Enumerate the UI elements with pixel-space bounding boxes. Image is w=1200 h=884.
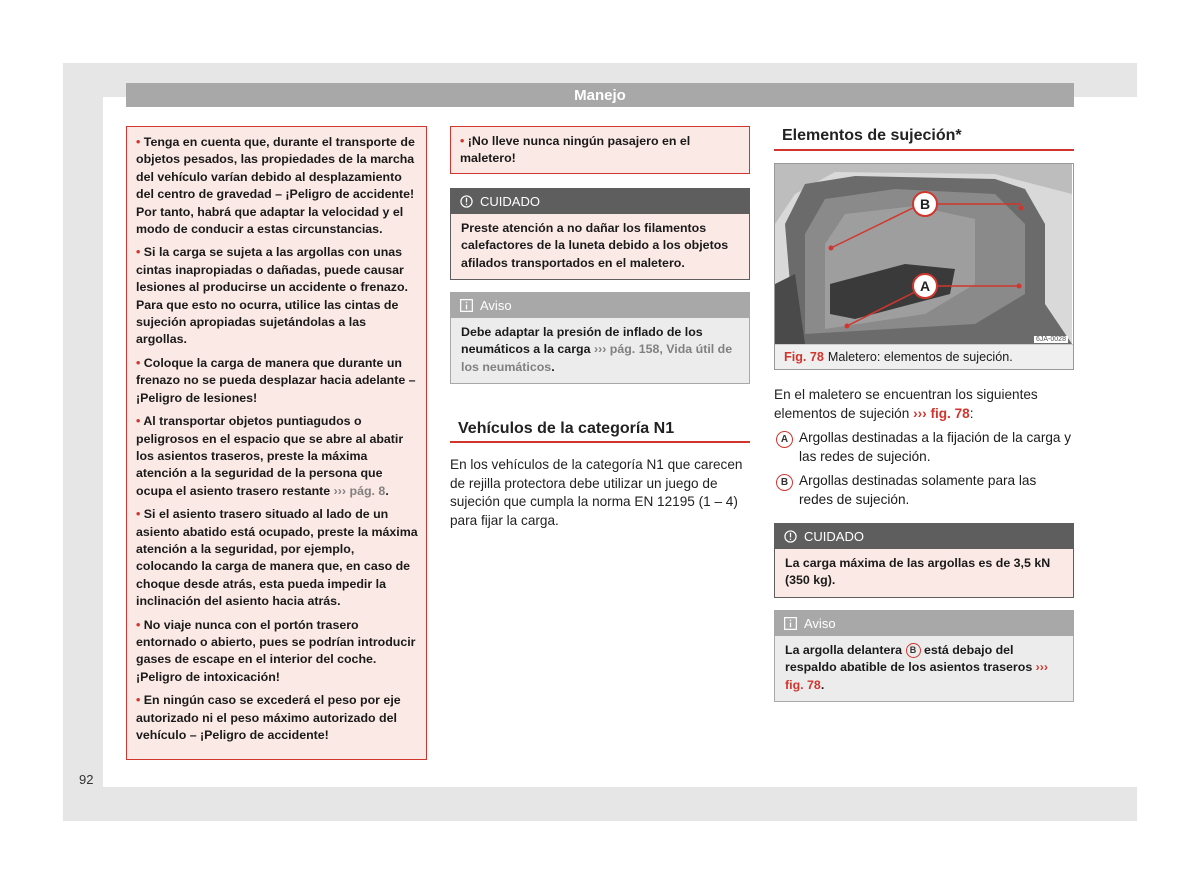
alert-circle-icon	[460, 195, 473, 208]
trunk-figure	[774, 163, 1074, 370]
info-icon	[460, 299, 473, 312]
list-item	[774, 472, 1074, 509]
figure-caption-text: Maletero: elementos de sujeción.	[827, 350, 1013, 364]
intro-paragraph: En el maletero se encuentran los siguientes elementos de sujeción ››› fig. 78:	[774, 387, 1038, 421]
section-divider	[450, 441, 750, 443]
letter-b-marker: B	[776, 474, 793, 491]
list-item-text: Argollas destinadas solamente para las redes de sujeción.	[799, 473, 1037, 507]
letter-a-marker: A	[776, 431, 793, 448]
aviso-text: Debe adaptar la presión de inflado de los neumáticos a la carga ››› pág. 158, Vida útil de los neumáticos.	[450, 318, 750, 384]
section-title-n1: Vehículos de la categoría N1	[458, 420, 675, 437]
section-divider	[774, 149, 1074, 151]
figure-caption	[775, 344, 1073, 369]
list-item-text: Argollas destinadas a la fijación de la carga y las redes de sujeción.	[799, 430, 1072, 464]
figure-reference-link[interactable]: ››› fig. 78	[785, 660, 1049, 692]
warning-item: • En ningún caso se excederá el peso por eje autorizado ni el peso máximo autorizado del vehículo – ¡Peligro de accidente!	[136, 693, 401, 742]
letter-b-marker: B	[906, 643, 921, 658]
left-warning-box	[126, 126, 427, 760]
aviso-box-argolla-delantera	[774, 610, 1074, 702]
section-title-elementos: Elementos de sujeción*	[782, 127, 962, 144]
aviso-text: La argolla delantera B está debajo del respaldo abatible de los asientos traseros ››› fig. 78.	[774, 636, 1074, 702]
page-header: Manejo	[126, 83, 1074, 107]
caution-text: La carga máxima de las argollas es de 3,5 kN (350 kg).	[774, 549, 1074, 598]
warning-item: • Si el asiento trasero situado al lado de un asiento abatido está ocupado, preste la máxima atención a la seguridad, por ejemplo, colocando la carga de manera que, en caso de choque desde atrás, esta pueda impedir la inclinación del asiento hacia atrás.	[136, 507, 418, 609]
figure-reference-link[interactable]: ››› fig. 78	[913, 405, 970, 421]
aviso-box-neumaticos	[450, 292, 750, 384]
aviso-header: Aviso	[774, 610, 1074, 636]
aviso-header: Aviso	[450, 292, 750, 318]
caution-box-argollas	[774, 523, 1074, 598]
passenger-warning-box	[450, 126, 750, 174]
warning-item: • No viaje nunca con el portón trasero entornado o abierto, pues se podrían introducir gases de escape en el interior del coche. ¡Peligro de intoxicación!	[136, 617, 416, 684]
caution-box-luneta	[450, 188, 750, 280]
alert-circle-icon	[784, 530, 797, 543]
callout-b-label: B	[919, 196, 931, 212]
info-icon	[784, 617, 797, 630]
warning-item: • ¡No lleve nunca ningún pasajero en el maletero!	[460, 134, 691, 166]
page-number: 92	[79, 772, 94, 787]
caution-header: CUIDADO	[774, 523, 1074, 549]
n1-paragraph: En los vehículos de la categoría N1 que carecen de rejilla protectora debe utilizar un juego de sujeción que cumpla la norma EN 12195 (1 – 4) para fijar la carga.	[450, 457, 743, 528]
list-item	[774, 429, 1074, 466]
warning-item: • Coloque la carga de manera que durante un frenazo no se pueda desplazar hacia adelante – ¡Peligro de lesiones!	[136, 355, 416, 405]
trunk-illustration	[775, 164, 1072, 344]
figure-code: 6JA-0028	[1036, 336, 1066, 343]
warning-item: • Si la carga se sujeta a las argollas con unas cintas inapropiadas o dañadas, puede causar lesiones al producirse un accidente o frenazo. Para que esto no ocurra, utilice las cintas de sujeción apropiadas sujetándolas a las argollas.	[136, 245, 408, 347]
warning-item: • Tenga en cuenta que, durante el transporte de objetos pesados, las propiedades de la marcha del vehículo varían debido al desplazamiento del centro de gravedad – ¡Peligro de accidente! Por tanto, habrá que adaptar la velocidad y el modo de conducir a estas circunstancias.	[136, 135, 415, 237]
warning-item: • Al transportar objetos puntiagudos o peligrosos en el espacio que se abre al abatir los asientos traseros, preste la máxima atención a la seguridad de la persona que ocupa el asiento trasero restante ››› pág. 8.	[136, 414, 404, 498]
page-reference-link[interactable]: ››› pág. 158, Vida útil de los neumáticos	[461, 342, 733, 374]
caution-header: CUIDADO	[450, 188, 750, 214]
caution-text: Preste atención a no dañar los filamentos calefactores de la luneta debido a los objetos afilados transportados en el maletero.	[450, 214, 750, 280]
figure-label: Fig. 78	[784, 350, 824, 364]
callout-a-label: A	[919, 278, 931, 294]
page-reference-link[interactable]: ››› pág. 8	[333, 483, 386, 498]
